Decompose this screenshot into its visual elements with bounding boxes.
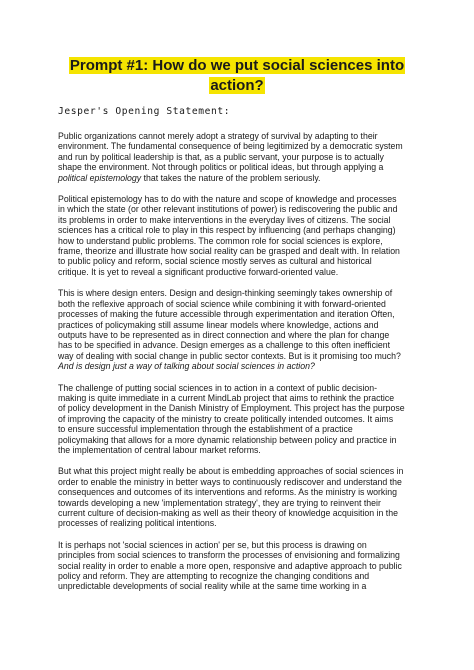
text-line: both the reflexive approach of social science while combining it with forward-oriented [58,298,386,309]
text-line: Public organizations cannot merely adopt a strategy of survival by adapting to their [58,131,378,141]
text-line: But what this project might really be about is embedding approaches of social sciences in [58,466,404,477]
text-run: that takes the nature of the problem seriously. [141,172,321,183]
paragraph-3 [58,288,428,371]
text-line: critique. It is yet to reveal a significant productive forward-oriented value. [58,266,339,277]
page-title [56,56,418,96]
text-line: unpredictable developments of social reality while at the same time working in a [58,581,367,592]
text-line: It is perhaps not 'social sciences in action' per se, but this process is drawing on [58,539,367,550]
text-line: making is quite immediate in a current MindLab project that aims to rethink the practice [58,392,395,403]
text-line: towards developing a new 'implementation strategy', they are trying to reinvent their [58,497,381,508]
section-subtitle: Jesper's Opening Statement: [58,106,231,117]
text-line: principles from social sciences to transform the processes of envisioning and formalizing [58,550,400,561]
text-line: outputs have to be represented as in direct connection and where the plan for change [58,329,390,340]
text-line: environment. The fundamental consequence of being legitimized by a democratic system [58,141,403,152]
text-line: social reality in order to enable a more open, responsive and adaptive approach to public [58,560,402,571]
text-line: processes of making the future accessible through experimentation and iteration Often, [58,309,395,320]
text-line: and run by political leadership is that, as a public servant, your purpose is to actually [58,151,384,162]
text-line: order to enable the ministry in better ways to continuously rediscover and understand the [58,476,402,487]
text-line [58,361,428,371]
italic-term: political epistemology [58,172,142,183]
italic-question: And is design just a way of talking about social sciences in action? [58,361,315,372]
text-line: processes of realizing political intentions. [58,518,217,529]
title-line-2: action? [210,77,264,94]
paragraph-2 [58,194,428,277]
title-line-1: Prompt #1: How do we put social sciences into [69,57,405,74]
text-line: its problems in order to make interventions in the everyday lives of citizens. The social [58,214,391,225]
text-line: in which the state (or other relevant institutions of power) is rediscovering the public and [58,204,398,215]
text-line: policy and reform. They are attempting to recognize the changing conditions and [58,571,370,582]
text-line: of policy development in the Danish Ministry of Employment. This project has the purpose [58,403,405,414]
text-line: This is where design enters. Design and design-thinking seemingly takes ownership of [58,288,393,299]
text-line: how to understand public problems. The common role for social sciences is explore, [58,235,383,246]
text-line: frame, theorize and illustrate how social reality can be grasped and dealt with. In relation [58,246,400,257]
text-line [58,173,428,183]
text-line: shape the environment. Not through politics or political ideas, but through applying a [58,162,384,173]
text-line: to ensure successful implementation through the establishment of a practice [58,424,353,435]
text-line: consequences and outcomes of its interventions and reforms. As the ministry is working [58,487,397,498]
text-line: the implementation of central labour market reforms. [58,444,261,455]
text-line: has to be specified in advance. Design emerges as a challenge to this often inefficient [58,340,391,351]
text-line: way of dealing with social change in public sector contexts. But is it promising too much? [58,350,401,361]
text-line: practices of policymaking still assume linear models where knowledge, actions and [58,319,379,330]
text-line: The challenge of putting social sciences in to action in a context of public decision- [58,382,378,393]
paragraph-6 [58,540,428,592]
text-line: policymaking that allows for a more dynamic relationship between policy and practice in [58,434,397,445]
paragraph-4 [58,383,428,456]
text-line: Political epistemology has to do with the nature and scope of knowledge and processes [58,194,397,205]
paragraph-1 [58,131,428,183]
body-text [58,131,428,603]
text-line: sciences has a critical role to play in this respect by influencing (and perhaps changing) [58,225,396,236]
paragraph-5 [58,466,428,528]
text-line: current culture of decision-making as well as their theory of knowledge acquisition in the [58,508,398,518]
text-line: of improving the capacity of the ministry to create politically intended outcomes. It aims [58,413,394,424]
text-line: to public policy and reform, social science mostly serves as cultural and historical [58,256,372,267]
